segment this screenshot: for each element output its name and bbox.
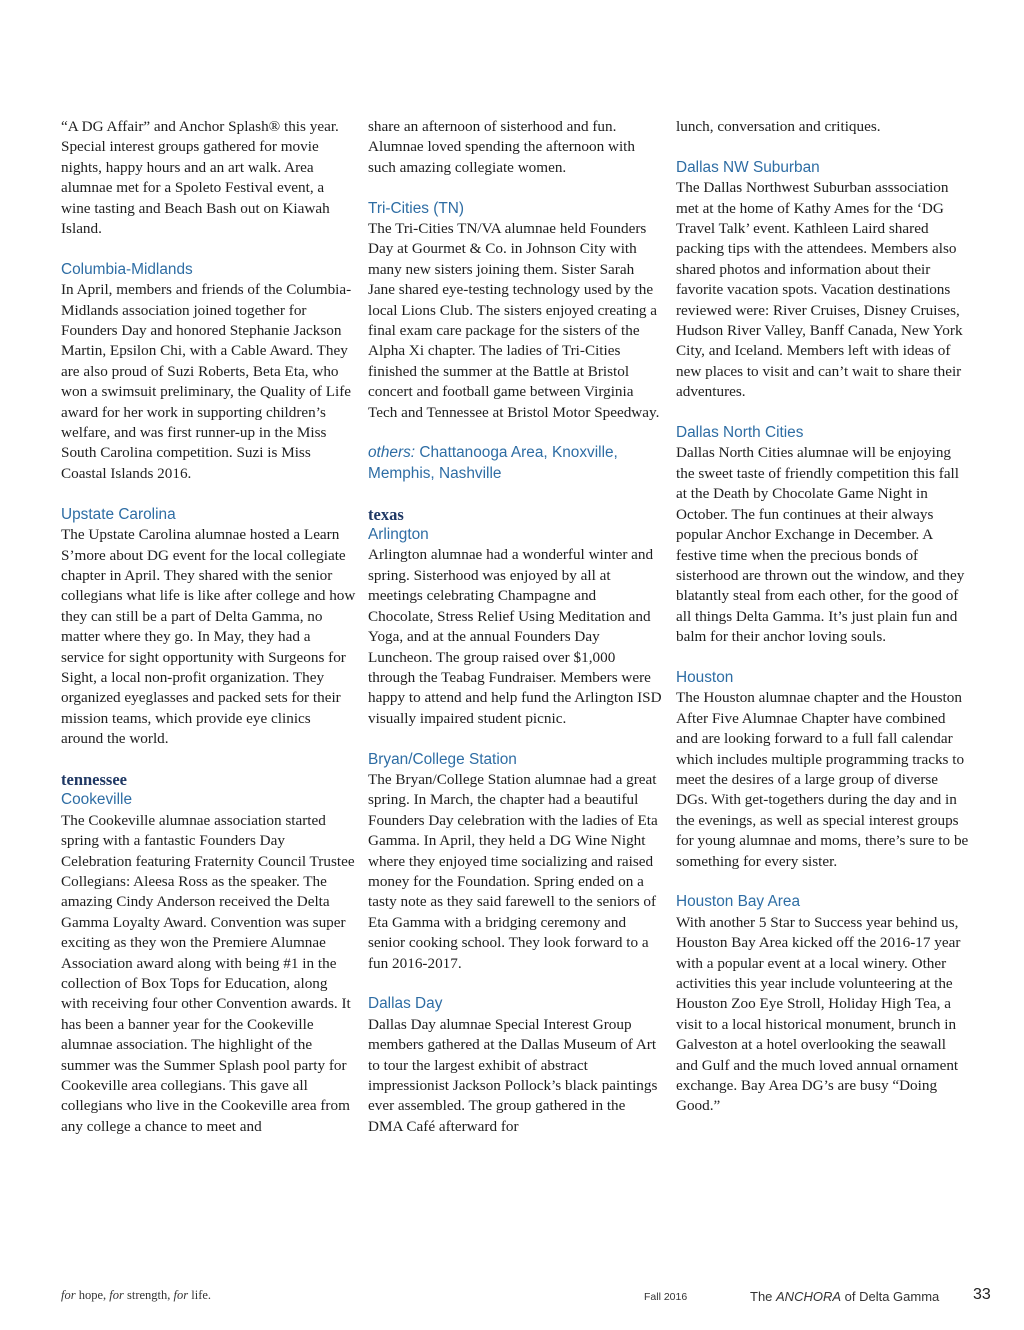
section-text: The Bryan/College Station alumnae had a great spring. In March, the chapter had a beautiful Founders Day celebration with the ladies of Eta Gamma. In April, they held a DG Wine Night where they enjoyed time socializing and raised money for the Foundation. Spring ended on a tasty note as they said farewell to the seniors of Eta Gamma with a bridging ceremony and senior cooking school. They look forward to a fun 2016-2017.	[368, 770, 658, 972]
page-footer	[0, 1286, 1024, 1310]
paragraph-continued: lunch, conversation and critiques.	[676, 118, 881, 135]
section-heading: Houston	[676, 668, 734, 686]
section-text: The Upstate Carolina alumnae hosted a Learn S’more about DG event for the local collegiate chapter in April. They shared with the senior collegians what life is like after college and how they can still be a part of Delta Gamma, no matter where they go. In May, they had a service for sight opportunity with Surgeons for Sight, a local non-profit organization. They organized eyeglasses and packed sets for their mission teams, which provide eye clinics around the world.	[61, 526, 356, 748]
section-upstate-carolina	[61, 505, 356, 750]
tagline-for: for	[61, 1288, 76, 1302]
state-heading: tennessee	[61, 769, 127, 789]
section-text: Arlington alumnae had a wonderful winter and spring. Sisterhood was enjoyed by all at meetings celebrating Champagne and Chocolate, Stress Relief Using Meditation and Yoga, and at the annual Founders Day Luncheon. The group raised over $1,000 through the Teabag Fundraiser. Members were happy to attend and help fund the Arlington ISD visually impaired student picnic.	[368, 546, 662, 727]
section-heading: Dallas NW Suburban	[676, 158, 820, 176]
state-heading: texas	[368, 504, 404, 524]
section-dallas-day	[368, 994, 663, 1137]
section-text: Dallas Day alumnae Special Interest Group members gathered at the Dallas Museum of Art to tour the largest exhibit of abstract impressionist Jackson Pollock’s black paintings ever assembled. The group gathered in the DMA Café afterward for	[368, 1015, 658, 1135]
footer-tagline	[61, 1288, 211, 1303]
section-cookeville	[61, 770, 356, 1137]
section-houston	[676, 668, 971, 872]
section-dallas-north-cities	[676, 423, 971, 647]
column-2	[368, 117, 663, 1137]
column-1	[61, 117, 356, 1137]
section-houston-bay-area	[676, 892, 971, 1116]
magazine-title	[750, 1289, 939, 1304]
section-columbia-midlands	[61, 260, 356, 484]
page-number: 33	[973, 1286, 991, 1303]
paragraph-continued: “A DG Affair” and Anchor Splash® this year. Special interest groups gathered for movie nights, happy hours and an art walk. Area alumnae met for a Spoleto Festival event, a wine tasting and Beach Bash out on Kiawah Island.	[61, 118, 339, 238]
section-tri-cities	[368, 199, 663, 423]
section-heading: Dallas Day	[368, 995, 443, 1013]
section-text: Dallas North Cities alumnae will be enjoying the sweet taste of friendly competition this fall at the Death by Chocolate Game Night in October. The fun continues at their always popular Anchor Exchange in December. A festive time when the precious bonds of sisterhood are thrown out the window, and they blatantly steal from each other, for the good of all things Delta Gamma. It’s just plain fun and balm for their anchor loving souls.	[676, 444, 965, 646]
issue-label: Fall 2016	[644, 1291, 688, 1303]
others-list	[368, 443, 663, 484]
tagline-for: for	[109, 1288, 124, 1302]
section-bryan-college-station	[368, 750, 663, 974]
section-arlington	[368, 505, 663, 729]
section-heading: Arlington	[368, 526, 429, 544]
others-label: others:	[368, 444, 416, 462]
section-text: In April, members and friends of the Columbia-Midlands association joined together for Founders Day and honored Stephanie Jackson Martin, Epsilon Chi, with a Cable Award. They are also proud of Suzi Roberts, Beta Eta, who won a swimsuit preliminary, the Quality of Life award for her work in supporting children’s welfare, and was first runner-up in the Miss South Carolina competition. Suzi is Miss Coastal Islands 2016.	[61, 281, 352, 482]
section-dallas-nw-suburban	[676, 158, 971, 403]
tagline-strength: strength,	[123, 1288, 174, 1302]
paragraph-continued: share an afternoon of sisterhood and fun. Alumnae loved spending the afternoon with such amazing collegiate women.	[368, 118, 635, 176]
mag-anchora: ANCHORA	[776, 1289, 842, 1304]
section-text: The Houston alumnae chapter and the Houston After Five Alumnae Chapter have combined and are looking forward to a full fall calendar which includes multiple programming tracks to meet the desires of a large group of diverse DGs. With get-togethers during the day and in the evenings, as well as special interest groups for young alumnae and moms, there’s sure to be something for every sister.	[676, 689, 969, 870]
section-heading: Dallas North Cities	[676, 424, 804, 442]
tagline-life: life.	[188, 1288, 212, 1302]
section-heading: Bryan/College Station	[368, 750, 517, 768]
section-text: The Tri-Cities TN/VA alumnae held Founders Day at Gourmet & Co. in Johnson City with many new sisters joining them. Sister Sarah Jane shared eye-testing technology used by the local Lions Club. The sisters enjoyed creating a final exam care package for the sisters of the Alpha Xi chapter. The ladies of Tri-Cities finished the summer at the Battle at Bristol concert and football game between Virginia Tech and Tennessee at Bristol Motor Speedway.	[368, 220, 660, 421]
mag-the: The	[750, 1289, 777, 1304]
section-heading: Cookeville	[61, 791, 133, 809]
tagline-for: for	[173, 1288, 189, 1302]
section-heading: Columbia-Midlands	[61, 260, 193, 278]
tagline-hope: hope,	[75, 1288, 110, 1302]
section-heading: Houston Bay Area	[676, 893, 801, 911]
mag-rest: of Delta Gamma	[841, 1289, 940, 1304]
section-heading: Upstate Carolina	[61, 505, 176, 523]
section-text: The Cookeville alumnae association started spring with a fantastic Founders Day Celebration featuring Fraternity Council Trustee Collegians: Aleesa Ross as the speaker. The amazing Cindy Anderson received the Delta Gamma Loyalty Award. Convention was super exciting as they won the Premiere Alumnae Association award along with being #1 in the collection of Box Tops for Education, along with receiving four other Convention awards. It has been a banner year for the Cookeville alumnae association. The highlight of the summer was the Summer Splash pool party for Cookeville area collegians. This gave all collegians who live in the Cookeville area from any college a chance to meet and	[61, 811, 355, 1135]
column-3	[676, 117, 971, 1117]
section-heading: Tri-Cities (TN)	[368, 199, 465, 217]
section-text: The Dallas Northwest Suburban asssociation met at the home of Kathy Ames for the ‘DG Travel Talk’ event. Kathleen Laird shared packing tips with the attendees. Members also shared photos and information about their favorite vacation spots. Vacation destinations reviewed were: River Cruises, Disney Cruises, Hudson River Valley, Banff Canada, New York City, and Iceland. Members left with ideas of new places to visit and can’t wait to share their adventures.	[676, 179, 963, 401]
section-text: With another 5 Star to Success year behind us, Houston Bay Area kicked off the 2016-17 year with a popular event at a local winery. Other activities this year include volunteering at the Houston Zoo Eye Stroll, Holiday High Tea, a visit to a local historical monument, brunch in Galveston at a hotel overlooking the seawall and Gulf and the much loved annual ornament exchange. Bay Area DG’s are busy “Doing Good.”	[676, 913, 961, 1115]
others-text: Chattanooga Area, Knoxville, Memphis, Nashville	[368, 444, 618, 482]
